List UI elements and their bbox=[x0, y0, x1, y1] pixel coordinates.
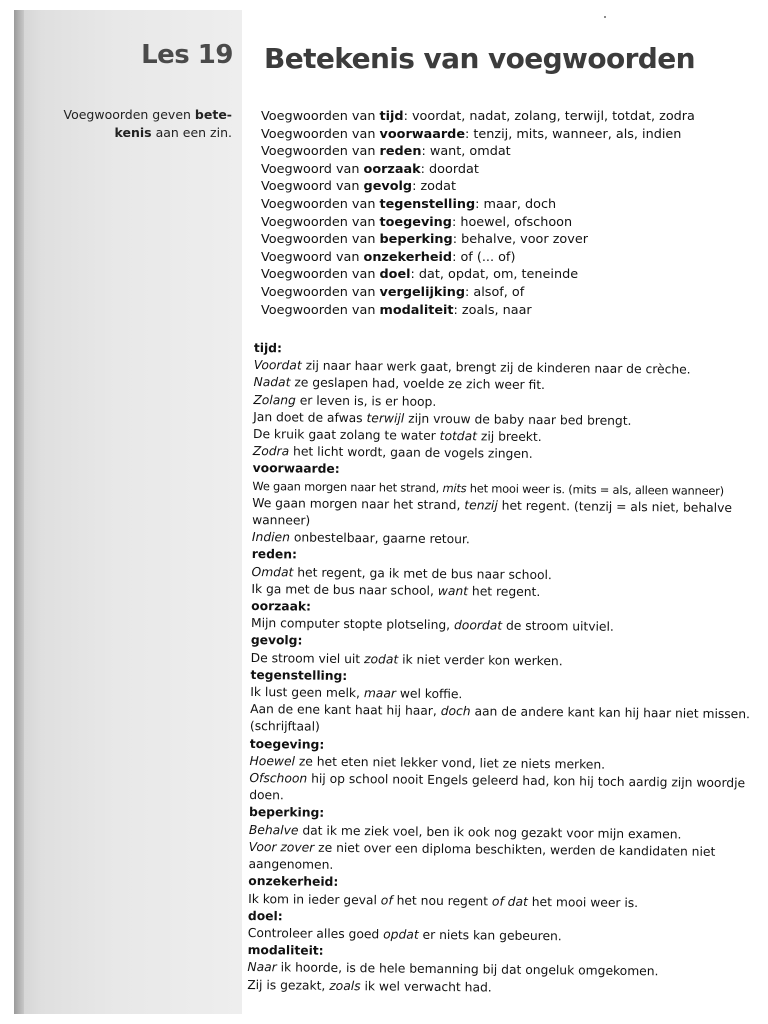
example-text: De stroom viel uit bbox=[250, 650, 365, 666]
overview-line bbox=[261, 231, 761, 249]
overview-term: reden bbox=[379, 144, 422, 160]
conjunction-highlight: doordat bbox=[453, 618, 503, 633]
section-heading: voorwaarde: bbox=[252, 461, 340, 477]
overview-conjunctions: : dat, opdat, om, teneinde bbox=[410, 267, 579, 283]
overview-prefix: Voegwoorden van bbox=[261, 126, 380, 142]
conjunction-highlight: Voordat bbox=[253, 358, 302, 373]
section-heading: modaliteit: bbox=[247, 943, 324, 958]
conjunction-highlight: Omdat bbox=[251, 564, 294, 580]
conjunction-highlight: mits bbox=[442, 480, 467, 495]
overview-line bbox=[261, 284, 761, 302]
overview-prefix: Voegwoorden van bbox=[261, 284, 380, 300]
section-heading: tijd: bbox=[253, 340, 283, 356]
overview-line bbox=[261, 161, 761, 179]
overview-line bbox=[261, 143, 761, 161]
section-heading: tegenstelling: bbox=[250, 667, 348, 683]
scan-speck bbox=[604, 16, 606, 18]
overview-term: modaliteit bbox=[379, 302, 454, 318]
section-heading: oorzaak: bbox=[251, 599, 312, 614]
example-text: Ik ga met de bus naar school, bbox=[251, 581, 438, 598]
overview-line bbox=[261, 214, 761, 232]
example-text: We gaan morgen naar het strand, bbox=[252, 478, 443, 495]
conjunction-highlight: opdat bbox=[383, 927, 419, 942]
conjunction-highlight: terwijl bbox=[366, 410, 405, 426]
example-text: Mijn computer stopte plotseling, bbox=[250, 616, 455, 633]
overview-prefix: Voegwoorden van bbox=[261, 196, 380, 212]
conjunction-highlight: Voor zover bbox=[248, 839, 315, 855]
sidebar-panel bbox=[14, 10, 242, 1014]
conjunction-highlight: of bbox=[380, 892, 393, 907]
conjunction-highlight: zodat bbox=[364, 651, 399, 667]
overview-prefix: Voegwoorden van bbox=[261, 109, 380, 124]
example-text: hij op school nooit Engels geleerd had, kon hij toch aardig zijn woordje doen. bbox=[249, 771, 746, 803]
sidebar-note-bold: bete- bbox=[194, 107, 232, 122]
overview-conjunctions: : behalve, voor zover bbox=[452, 232, 588, 248]
overview-conjunctions: : voordat, nadat, zolang, terwijl, totdat, zodra bbox=[403, 109, 695, 124]
conjunction-highlight: Zodra bbox=[252, 444, 290, 459]
overview-conjunctions: : zoals, naar bbox=[453, 302, 532, 318]
section-heading: beperking: bbox=[248, 805, 325, 821]
overview-conjunctions: : maar, doch bbox=[475, 196, 557, 212]
overview-prefix: Voegwoord van bbox=[261, 249, 364, 265]
example-sentence bbox=[249, 770, 749, 810]
conjunction-highlight: Behalve bbox=[248, 822, 299, 838]
conjunction-highlight: doch bbox=[440, 704, 471, 719]
conjunction-highlight: Zolang bbox=[253, 392, 296, 408]
lesson-number: Les 19 bbox=[141, 40, 233, 70]
example-text: onbestelbaar, gaarne retour. bbox=[289, 530, 470, 547]
overview-prefix: Voegwoord van bbox=[261, 179, 364, 195]
example-text: We gaan morgen naar het strand, bbox=[252, 495, 465, 513]
conjunction-highlight: Indien bbox=[251, 530, 291, 545]
sidebar-note-bold: kenis bbox=[114, 125, 152, 140]
example-text: ik niet verder kon werken. bbox=[398, 652, 563, 668]
conjunction-highlight: zoals bbox=[329, 978, 361, 993]
example-text: er leven is, is er hoop. bbox=[295, 393, 437, 409]
overview-conjunctions: : alsof, of bbox=[465, 284, 525, 300]
example-text: Zij is gezakt, bbox=[247, 977, 330, 993]
overview-term: tegenstelling bbox=[379, 196, 476, 212]
overview-prefix: Voegwoorden van bbox=[261, 144, 380, 160]
example-sentence bbox=[252, 495, 752, 535]
example-text: het regent, ga ik met de bus naar school. bbox=[293, 565, 552, 582]
conjunction-highlight: totdat bbox=[439, 428, 478, 444]
sidebar-note bbox=[40, 106, 232, 142]
example-text: zij breekt. bbox=[476, 429, 542, 445]
overview-conjunctions: : of (... of) bbox=[452, 249, 516, 265]
conjunction-highlight: Hoewel bbox=[249, 753, 296, 769]
overview-prefix: Voegwoorden van bbox=[261, 214, 380, 230]
overview-conjunctions: : tenzij, mits, wanneer, als, indien bbox=[465, 126, 682, 142]
overview-conjunctions: : hoewel, ofschoon bbox=[451, 214, 573, 230]
overview-term: onzekerheid bbox=[363, 249, 453, 265]
overview-term: oorzaak bbox=[363, 161, 421, 177]
overview-term: tijd bbox=[379, 109, 404, 124]
example-text: er niets kan gebeuren. bbox=[418, 927, 562, 944]
overview-conjunctions: : zodat bbox=[412, 179, 456, 195]
conjunction-highlight: maar bbox=[363, 686, 397, 701]
overview-line bbox=[261, 196, 761, 214]
example-text: wel koffie. bbox=[395, 686, 463, 702]
overview-term: vergelijking bbox=[379, 284, 466, 300]
sidebar-note-text: Voegwoorden geven bbox=[63, 107, 195, 122]
example-text: het regent. (tenzij = als niet, behalve wanneer) bbox=[252, 498, 733, 528]
conjunction-highlight: Nadat bbox=[253, 375, 291, 390]
example-text: ze geslapen had, voelde ze zich weer fit. bbox=[290, 375, 546, 393]
overview-conjunctions: : want, omdat bbox=[421, 144, 511, 160]
example-text: Ik kom in ieder geval bbox=[248, 891, 381, 907]
example-text: zij naar haar werk gaat, brengt zij de kinderen naar de crèche. bbox=[301, 358, 691, 377]
overview-term: toegeving bbox=[379, 214, 452, 230]
section-heading: onzekerheid: bbox=[248, 874, 339, 890]
example-sentence bbox=[248, 839, 748, 879]
example-text: het mooi weer is. (mits = als, alleen wanneer) bbox=[466, 480, 725, 498]
overview-term: voorwaarde bbox=[379, 126, 465, 142]
sidebar-note-text: aan een zin. bbox=[151, 125, 232, 140]
example-text: ze het eten niet lekker vond, liet ze niets merken. bbox=[294, 754, 606, 772]
conjunction-overview-list bbox=[261, 108, 761, 319]
overview-line bbox=[261, 302, 761, 320]
overview-line bbox=[261, 249, 761, 267]
example-text: het licht wordt, gaan de vogels zingen. bbox=[289, 444, 533, 462]
conjunction-highlight: want bbox=[437, 583, 469, 599]
example-text: dat ik me ziek voel, ben ik ook nog gezakt voor mijn examen. bbox=[298, 823, 682, 842]
page-edge-shadow bbox=[14, 10, 24, 1014]
example-text: het nou regent bbox=[392, 892, 493, 909]
overview-prefix: Voegwoorden van bbox=[261, 232, 380, 248]
example-text: De kruik gaat zolang te water bbox=[252, 427, 440, 443]
example-text: ze niet over een diploma beschikten, werden de kandidaten niet aangenomen. bbox=[248, 840, 716, 872]
section-heading: doel: bbox=[247, 908, 283, 924]
overview-line bbox=[261, 266, 761, 284]
example-text: aan de andere kant kan hij haar niet missen. (schrijftaal) bbox=[249, 704, 751, 735]
overview-conjunctions: : doordat bbox=[420, 161, 479, 177]
overview-prefix: Voegwoorden van bbox=[261, 302, 380, 318]
overview-prefix: Voegwoorden van bbox=[261, 267, 380, 283]
example-text: de stroom uitviel. bbox=[502, 618, 614, 635]
section-heading: reden: bbox=[251, 547, 298, 562]
example-sentence bbox=[250, 701, 750, 741]
example-text: Jan doet de afwas bbox=[253, 409, 367, 425]
example-text: Aan de ene kant haat hij haar, bbox=[250, 702, 441, 719]
example-text: ik hoorde, is de hele bemanning bij dat ongeluk omgekomen. bbox=[276, 960, 659, 979]
example-text: het mooi weer is. bbox=[527, 894, 639, 910]
example-text: ik wel verwacht had. bbox=[360, 978, 492, 995]
page-title: Betekenis van voegwoorden bbox=[264, 42, 695, 75]
section-heading: toegeving: bbox=[249, 736, 325, 752]
overview-line bbox=[261, 108, 761, 126]
overview-line bbox=[261, 126, 761, 144]
conjunction-highlight: of dat bbox=[491, 894, 528, 909]
overview-line bbox=[261, 178, 761, 196]
conjunction-highlight: Ofschoon bbox=[249, 771, 308, 786]
overview-term: gevolg bbox=[363, 179, 413, 195]
example-text: zijn vrouw de baby naar bed brengt. bbox=[404, 411, 632, 428]
example-text: Ik lust geen melk, bbox=[250, 685, 364, 701]
conjunction-highlight: Naar bbox=[247, 960, 277, 975]
overview-term: doel bbox=[379, 267, 411, 283]
example-text: Controleer alles goed bbox=[247, 925, 384, 942]
examples-section bbox=[247, 340, 754, 999]
example-text: het regent. bbox=[467, 584, 541, 599]
section-heading: gevolg: bbox=[250, 633, 303, 648]
conjunction-highlight: tenzij bbox=[464, 498, 498, 513]
overview-prefix: Voegwoord van bbox=[261, 161, 364, 177]
overview-term: beperking bbox=[379, 232, 453, 248]
